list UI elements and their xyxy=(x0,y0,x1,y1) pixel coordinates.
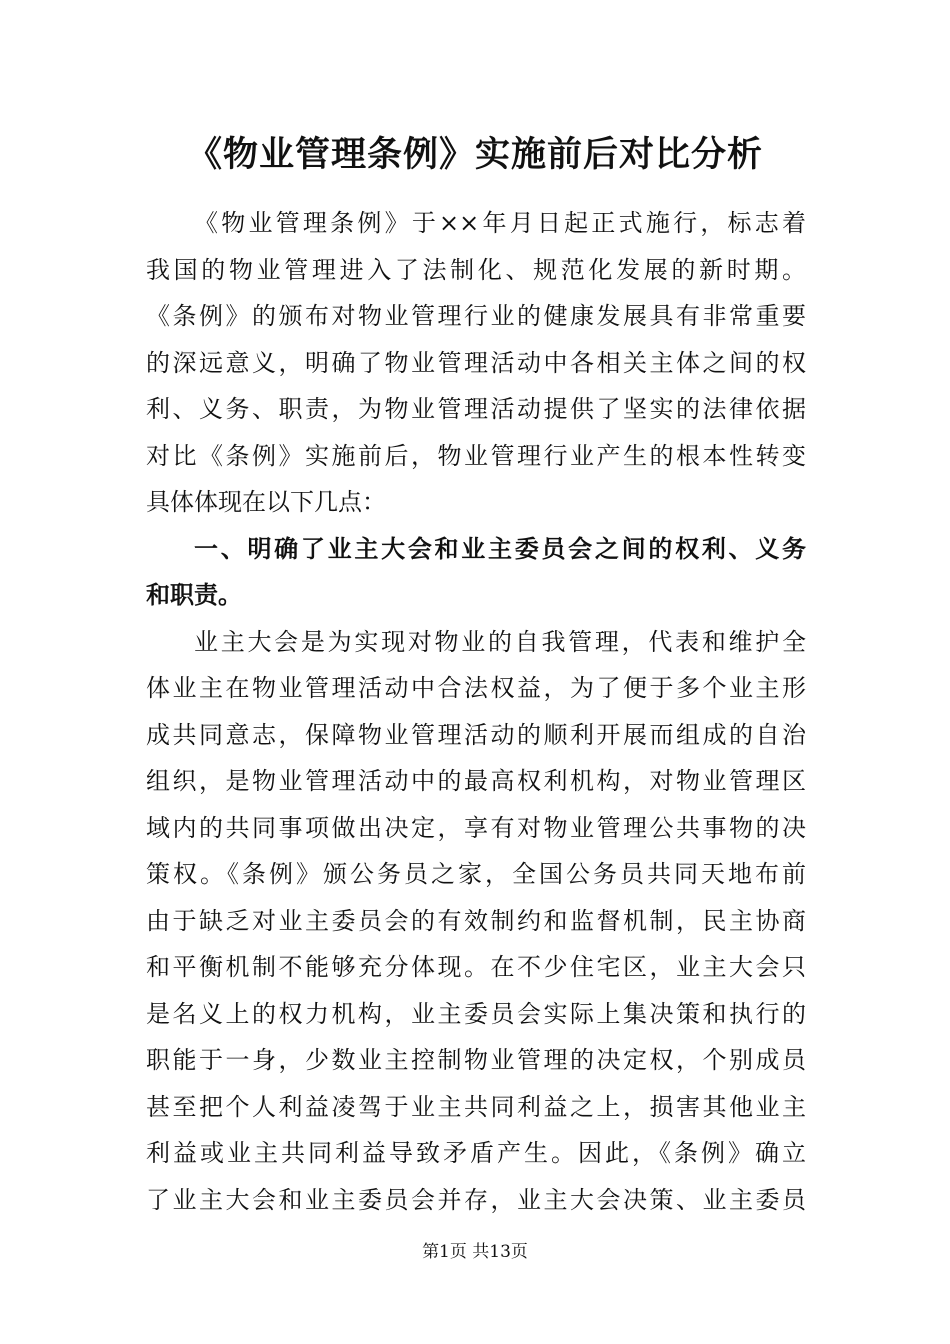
heading-line: 和职责。 xyxy=(146,581,242,609)
text-line: 策权。《条例》颁公务员之家，全国公务员共同天地布前 xyxy=(146,860,806,888)
text-line: 我国的物业管理进入了法制化、规范化发展的新时期。 xyxy=(146,255,806,284)
text-line: 体业主在物业管理活动中合法权益，为了便于多个业主形 xyxy=(146,674,806,702)
text-line: 成共同意志，保障物业管理活动的顺利开展而组成的自治 xyxy=(146,720,806,749)
text-line: 域内的共同事项做出决定，享有对物业管理公共事物的决 xyxy=(146,813,806,842)
text-line: 了业主大会和业主委员会并存，业主大会决策、业主委员 xyxy=(146,1185,806,1214)
section-heading-1 xyxy=(146,526,806,619)
text-line: 《条例》的颁布对物业管理行业的健康发展具有非常重要 xyxy=(146,302,806,330)
text-line: 组织，是物业管理活动中的最高权利机构，对物业管理区 xyxy=(146,767,806,795)
text-line: 利、义务、职责，为物业管理活动提供了坚实的法律依据 xyxy=(146,395,806,423)
document-body xyxy=(146,200,806,1223)
document-title: 《物业管理条例》实施前后对比分析 xyxy=(186,135,763,175)
text-line: 职能于一身，少数业主控制物业管理的决定权，个别成员 xyxy=(146,1046,806,1074)
text-line: 对比《条例》实施前后，物业管理行业产生的根本性转变 xyxy=(146,441,806,470)
text-line: 甚至把个人利益凌驾于业主共同利益之上，损害其他业主 xyxy=(146,1092,806,1121)
text-line: 具体体现在以下几点： xyxy=(146,488,386,516)
text-line: 的深远意义，明确了物业管理活动中各相关主体之间的权 xyxy=(146,348,806,377)
heading-line: 一、明确了业主大会和业主委员会之间的权利、义务 xyxy=(194,534,806,563)
text-line: 《物业管理条例》于××年月日起正式施行，标志着 xyxy=(194,209,806,237)
page-number-footer: 第1页 共13页 xyxy=(422,1242,528,1262)
text-line: 由于缺乏对业主委员会的有效制约和监督机制，民主协商 xyxy=(146,906,806,935)
text-line: 和平衡机制不能够充分体现。在不少住宅区，业主大会只 xyxy=(146,953,806,981)
text-line: 业主大会是为实现对物业的自我管理，代表和维护全 xyxy=(194,627,806,656)
paragraph-owners-assembly xyxy=(146,619,806,1224)
text-line: 利益或业主共同利益导致矛盾产生。因此，《条例》确立 xyxy=(146,1139,806,1167)
paragraph-intro xyxy=(146,200,806,526)
text-line: 是名义上的权力机构，业主委员会实际上集决策和执行的 xyxy=(146,999,806,1028)
